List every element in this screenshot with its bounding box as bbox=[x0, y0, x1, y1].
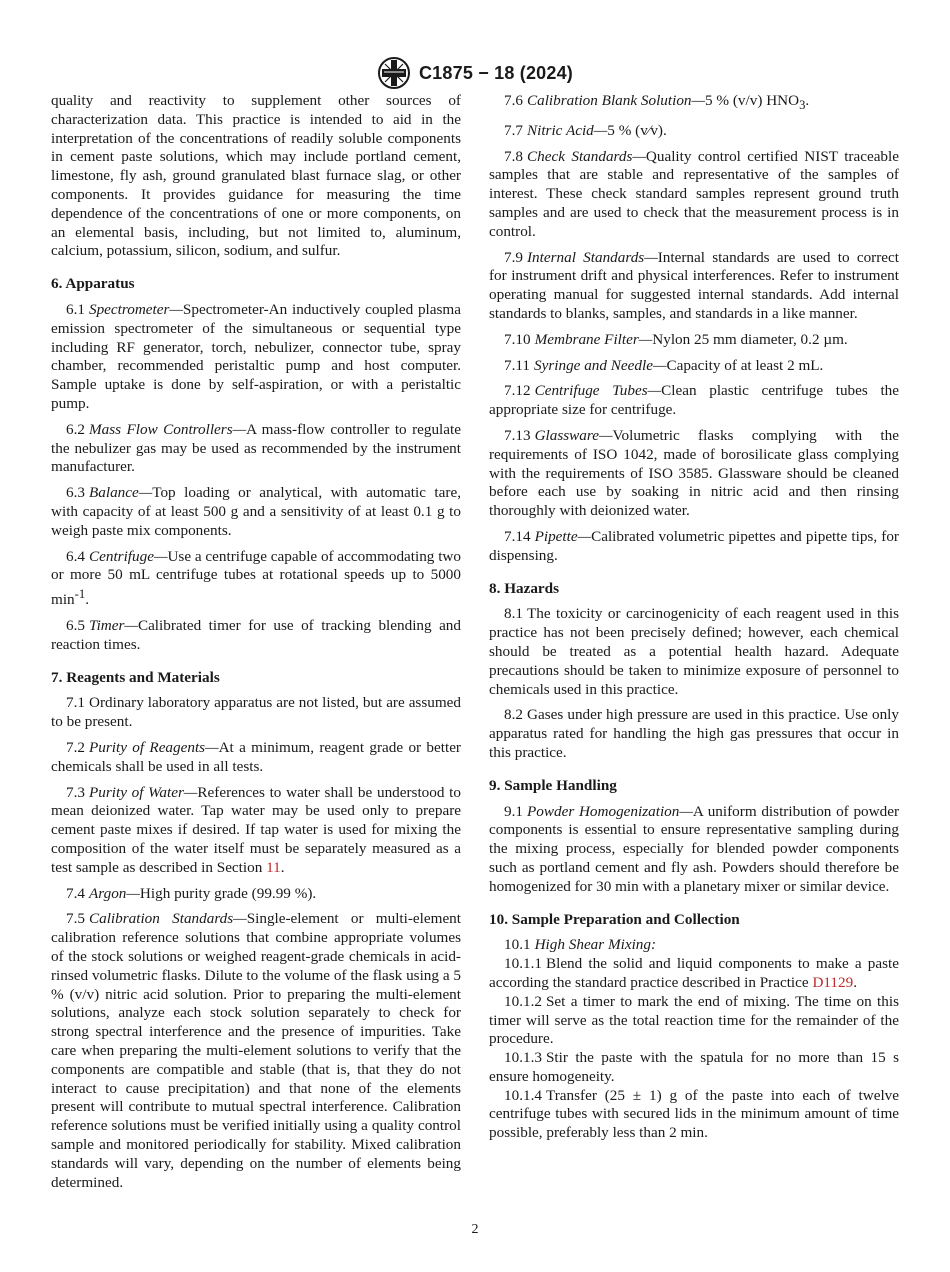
paragraph-number: 7.7 bbox=[504, 121, 523, 139]
paragraph-number: 8.2 bbox=[504, 706, 523, 724]
paragraph-term: Powder Homogenization— bbox=[526, 802, 693, 820]
paragraph-7-6 bbox=[489, 92, 899, 115]
paragraph-text: Spectrometer-An inductively coupled plasma emission spectrometer of the simultaneous or sequential type including RF generator, torch, nebulizer, connector tube, spray chamber, recommended peristaltic pump and host computer. Sample uptake is done by self-aspiration, or with a peristaltic pump. bbox=[51, 300, 461, 412]
paragraph-end: . bbox=[853, 973, 858, 991]
paragraph-term: High Shear Mixing: bbox=[534, 936, 657, 954]
d1129-link[interactable]: D1129 bbox=[812, 973, 854, 991]
paragraph-6-3 bbox=[51, 484, 461, 540]
paragraph-number: 7.10 bbox=[504, 330, 531, 348]
paragraph-text: Nylon 25 mm diameter, 0.2 µm. bbox=[652, 330, 848, 348]
paragraph-number: 7.13 bbox=[504, 426, 531, 444]
paragraph-term: Spectrometer— bbox=[88, 300, 183, 318]
subscript: 3 bbox=[799, 98, 806, 113]
paragraph-number: 7.4 bbox=[66, 884, 85, 902]
paragraph-number: 7.8 bbox=[504, 147, 523, 165]
paragraph-number: 7.3 bbox=[66, 783, 85, 801]
paragraph-term: Argon— bbox=[88, 884, 140, 902]
paragraph-6-2 bbox=[51, 421, 461, 477]
paragraph-text: Top loading or analytical, with automatic tare, with capacity of at least 500 g and a sensitivity of at least 0.1 g to weigh paste mix components. bbox=[51, 484, 461, 539]
paragraph-6-1 bbox=[51, 301, 461, 414]
paragraph-term: Internal Standards— bbox=[526, 248, 658, 266]
paragraph-number: 6.2 bbox=[66, 420, 85, 438]
paragraph-end: . bbox=[805, 92, 810, 109]
paragraph-text: The toxicity or carcinogenicity of each reagent used in this practice has not been precisely defined; however, each chemical should be treated as a potential health hazard. Adequate precautions should be taken to minimize exposure of personnel to chemicals used in this practice. bbox=[489, 605, 899, 698]
paragraph-number: 6.1 bbox=[66, 300, 85, 318]
paragraph-text: Internal standards are used to correct for instrument drift and physical interferences. Refer to instrument operating manual for suggested internal standards. Add internal standards to blanks, samples, and standards in a like manner. bbox=[489, 248, 899, 322]
paragraph-number: 8.1 bbox=[504, 605, 523, 623]
paragraph-number: 7.1 bbox=[66, 694, 85, 712]
paragraph-7-13 bbox=[489, 427, 899, 521]
paragraph-7-1 bbox=[51, 694, 461, 732]
paragraph-7-14 bbox=[489, 528, 899, 566]
paragraph-text: Calibrated timer for use of tracking blending and reaction times. bbox=[51, 616, 461, 653]
paragraph-number: 6.5 bbox=[66, 616, 85, 634]
paragraph-term: Syringe and Needle— bbox=[534, 356, 667, 374]
paragraph-8-1 bbox=[489, 605, 899, 699]
paragraph-text: Volumetric flasks complying with the requirements of ISO 1042, made of borosilicate glass complying with the requirements of ISO 3585. Glassware should be cleaned before each use by soaking in nitric acid and then rinsing thoroughly with deionized water. bbox=[489, 426, 899, 520]
intro-paragraph: quality and reactivity to supplement other sources of characterization data. This practice is intended to aid in the interpretation of the concentrations of readily soluble components in cement paste solutions, which may include portland cement, limestone, fly ash, ground granulated blast furnace slag, or other components. It provides guidance for measuring the time dependence of the concentrations of one or more components, on an elemental basis, including, but not limited to, aluminum, calcium, potassium, silicon, sodium, and sulfur. bbox=[51, 92, 461, 260]
paragraph-10-1-3 bbox=[489, 1049, 899, 1087]
paragraph-text: 5 % (v⁄v). bbox=[607, 121, 667, 139]
paragraph-text: Quality control certified NIST traceable samples that are stable and representative of the samples of interest. These check standard samples represent ground truth samples and are used to check that the measurement process is in control. bbox=[489, 147, 899, 240]
paragraph-number: 7.2 bbox=[66, 738, 85, 756]
paragraph-number: 6.3 bbox=[66, 484, 85, 502]
paragraph-term: Check Standards— bbox=[526, 147, 646, 165]
paragraph-text: Gases under high pressure are used in this practice. Use only apparatus rated for handling the high gas pressures that occur in this practice. bbox=[489, 706, 899, 761]
paragraph-7-8 bbox=[489, 148, 899, 242]
paragraph-text: Set a timer to mark the end of mixing. The time on this timer will serve as the total reaction time for the remainder of the procedure. bbox=[489, 992, 899, 1048]
paragraph-term: Centrifuge Tubes— bbox=[534, 382, 662, 400]
paragraph-number: 10.1.4 bbox=[504, 1086, 542, 1104]
paragraph-7-9 bbox=[489, 249, 899, 324]
paragraph-term: Calibration Blank Solution— bbox=[526, 92, 706, 109]
section-heading-sample-handling: 9. Sample Handling bbox=[489, 776, 617, 794]
paragraph-text: Single-element or multi-element calibration reference solutions that combine appropriate volumes of the stock solutions or weighed reagent-grade chemicals in acid-rinsed volumetric flasks. Dilute to the volume of the flask using a 5 % (v/v) nitric acid solution. Prior to preparing the multi-element solutions, analyze each stock solution separately to check for strong spectral interference and the presence of impurities. Take care when preparing the multi-element solutions to verify that the components are compatible and stable (that is, that they do not interact to cause precipitation) and that none of the elements present will contribute to mutual spectral interference. Calibration reference solutions must be verified initially using a quality control sample and monitored periodically for stability. Mixed calibration standards will vary, depending on the number of elements being determined. bbox=[51, 910, 461, 1191]
astm-logo bbox=[377, 56, 411, 90]
paragraph-text: A uniform distribution of powder components is essential to ensure representative sampling during the mixing process, especially for blended powder components such as portland cement and fly ash. Powders should therefore be homogenized for 30 min with a planetary mixer or similar device. bbox=[489, 802, 900, 895]
paragraph-text: References to water shall be understood to mean deionized water. Tap water may be used only to prepare cement paste mixes if desired. If tap water is used for mixing the composition of the water itself must be separately measured as a test sample as described in Section bbox=[51, 783, 461, 876]
paragraph-8-2 bbox=[489, 706, 899, 762]
paragraph-text: Stir the paste with the spatula for no more than 15 s ensure homogeneity. bbox=[489, 1049, 899, 1085]
paragraph-term: Purity of Water— bbox=[88, 783, 198, 801]
paragraph-7-10 bbox=[489, 331, 899, 350]
paragraph-text: Clean plastic centrifuge tubes the appropriate size for centrifuge. bbox=[489, 382, 899, 419]
paragraph-text: Use a centrifuge capable of accommodating two or more 50 mL centrifuge tubes at rotational speeds up to 5000 min bbox=[51, 547, 461, 609]
paragraph-term: Purity of Reagents— bbox=[88, 738, 219, 756]
paragraph-number: 10.1.2 bbox=[504, 992, 542, 1010]
paragraph-term: Pipette— bbox=[534, 527, 592, 545]
paragraph-number: 9.1 bbox=[504, 802, 523, 820]
paragraph-term: Membrane Filter— bbox=[534, 330, 653, 348]
paragraph-text: Calibrated volumetric pipettes and pipette tips, for dispensing. bbox=[489, 527, 899, 564]
paragraph-text: At a minimum, reagent grade or better chemicals shall be used in all tests. bbox=[51, 738, 461, 775]
paragraph-7-3 bbox=[51, 784, 461, 878]
paragraph-term: Glassware— bbox=[534, 426, 613, 444]
paragraph-text: Ordinary laboratory apparatus are not listed, but are assumed to be present. bbox=[51, 694, 461, 731]
paragraph-end: . bbox=[280, 858, 285, 876]
superscript: -1 bbox=[74, 587, 86, 602]
paragraph-7-12 bbox=[489, 382, 899, 420]
paragraph-number: 7.9 bbox=[504, 248, 523, 266]
section-heading-hazards: 8. Hazards bbox=[489, 579, 560, 597]
paragraph-10-1 bbox=[489, 936, 899, 955]
paragraph-7-7 bbox=[489, 122, 899, 141]
paragraph-text: Blend the solid and liquid components to make a paste according the standard practice described in Practice bbox=[489, 955, 899, 991]
paragraph-term: Timer— bbox=[88, 616, 138, 634]
paragraph-number: 10.1.1 bbox=[504, 955, 542, 973]
document-designation: C1875 − 18 (2024) bbox=[418, 62, 573, 83]
paragraph-number: 7.11 bbox=[504, 356, 531, 374]
left-column bbox=[51, 92, 461, 1199]
paragraph-text: 5 % (v/v) HNO bbox=[705, 92, 800, 109]
paragraph-text: Capacity of at least 2 mL. bbox=[666, 356, 824, 374]
paragraph-term: Calibration Standards— bbox=[88, 910, 247, 928]
paragraph-number: 7.14 bbox=[504, 527, 531, 545]
paragraph-number: 10.1 bbox=[504, 936, 531, 954]
paragraph-number: 10.1.3 bbox=[504, 1049, 542, 1067]
section-11-link[interactable]: 11 bbox=[266, 858, 281, 876]
paragraph-6-5 bbox=[51, 617, 461, 655]
paragraph-text: A mass-flow controller to regulate the nebulizer gas may be used as recommended by the instrument manufacturer. bbox=[51, 420, 461, 476]
page-header bbox=[0, 56, 950, 95]
paragraph-7-11 bbox=[489, 357, 899, 376]
section-heading-reagents: 7. Reagents and Materials bbox=[51, 668, 220, 686]
paragraph-text: High purity grade (99.99 %). bbox=[139, 884, 317, 902]
paragraph-term: Nitric Acid— bbox=[526, 121, 608, 139]
paragraph-term: Centrifuge— bbox=[88, 547, 168, 565]
paragraph-10-1-2 bbox=[489, 993, 899, 1049]
paragraph-term: Balance— bbox=[88, 484, 153, 502]
right-column bbox=[489, 92, 899, 1143]
paragraph-7-4 bbox=[51, 885, 461, 904]
paragraph-9-1 bbox=[489, 803, 899, 897]
paragraph-term: Mass Flow Controllers— bbox=[88, 420, 247, 438]
section-heading-apparatus: 6. Apparatus bbox=[51, 275, 135, 293]
paragraph-7-5 bbox=[51, 910, 461, 1192]
paragraph-text: Transfer (25 ± 1) g of the paste into each of twelve centrifuge tubes with secured lids in the minimum amount of time possible, preferably less than 2 min. bbox=[489, 1086, 899, 1142]
page-number: 2 bbox=[471, 1222, 479, 1237]
paragraph-number: 7.12 bbox=[504, 382, 531, 400]
paragraph-number: 7.5 bbox=[66, 910, 85, 928]
paragraph-10-1-1 bbox=[489, 955, 899, 993]
paragraph-6-4 bbox=[51, 548, 461, 610]
paragraph-number: 6.4 bbox=[66, 547, 85, 565]
paragraph-end: . bbox=[85, 591, 89, 609]
paragraph-10-1-4 bbox=[489, 1087, 899, 1143]
paragraph-number: 7.6 bbox=[504, 92, 523, 109]
section-heading-sample-preparation: 10. Sample Preparation and Collection bbox=[489, 910, 740, 928]
paragraph-7-2 bbox=[51, 739, 461, 777]
